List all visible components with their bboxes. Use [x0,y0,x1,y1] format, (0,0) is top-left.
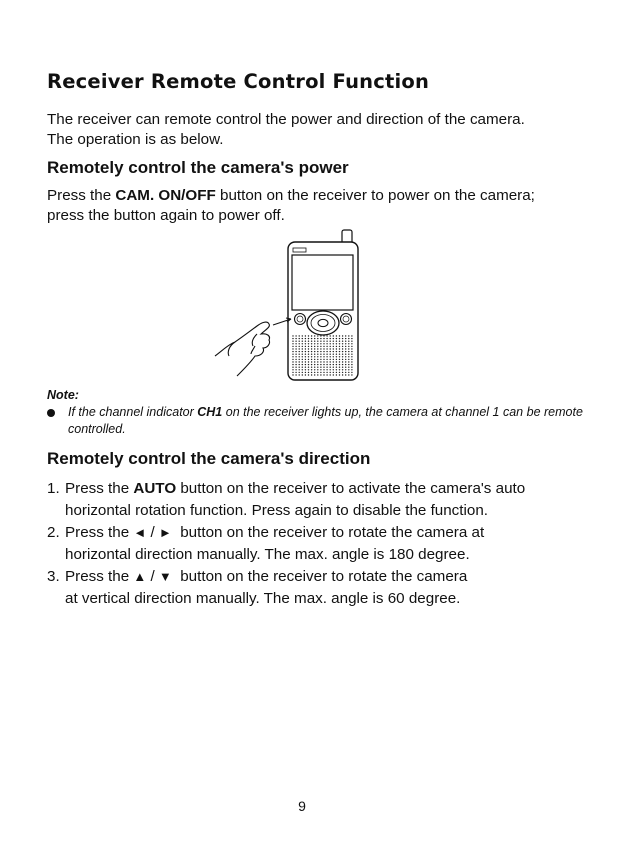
step-number: 3. [47,568,60,585]
step-continuation: at vertical direction manually. The max. angle is 60 degree. [65,590,461,607]
right-arrow-icon: ► [158,525,172,540]
intro-line-2: The operation is as below. [47,131,224,148]
note-text-start: If the channel indicator [68,405,198,419]
up-arrow-icon: ▲ [133,569,147,584]
receiver-illustration [205,226,375,386]
power-text-line-2: press the button again to power off. [47,207,285,224]
step-text: button on the receiver to rotate the camera at [171,524,485,541]
direction-steps [47,478,597,610]
symbol-separator: / [146,524,159,541]
power-text-end: button on the receiver to power on the camera; [215,187,535,204]
ch1-indicator-label: CH1 [197,405,223,419]
intro-line-1: The receiver can remote control the power and direction of the camera. [47,111,525,128]
step-2 [47,522,597,566]
step-text: Press the [65,480,134,497]
step-number: 1. [47,480,60,497]
bullet-dot [47,409,55,417]
power-text-start: Press the [47,187,116,204]
receiver-screen [292,255,353,310]
page-title: Receiver Remote Control Function [47,70,430,93]
direction-section-title: Remotely control the camera's direction [47,449,371,468]
step-continuation: horizontal rotation function. Press again to disable the function. [65,502,488,519]
cam-on-off-button [295,314,306,325]
hand-icon [215,322,270,376]
left-arrow-icon: ◄ [133,525,147,540]
right-button [341,314,352,325]
cam-on-off-label: CAM. ON/OFF [115,187,216,204]
power-section-title: Remotely control the camera's power [47,158,349,177]
step-number: 2. [47,524,60,541]
step-text: Press the [65,524,134,541]
note-text-end: on the receiver lights up, the camera at channel 1 can be remote controlled. [68,405,583,436]
intro-paragraph [47,110,525,150]
step-continuation: horizontal direction manually. The max. angle is 180 degree. [65,546,470,563]
power-instructions [47,186,535,226]
note-text [68,404,588,438]
auto-button [318,319,328,326]
step-text: button on the receiver to activate the camera's auto [176,480,526,497]
page-number: 9 [298,798,306,814]
down-arrow-icon: ▼ [158,569,172,584]
step-1 [47,478,597,522]
note-label: Note: [47,388,79,402]
auto-button-label: AUTO [133,480,177,497]
step-text: Press the [65,568,134,585]
symbol-separator: / [146,568,159,585]
indicator-marks [293,248,306,252]
step-text: button on the receiver to rotate the camera [171,568,468,585]
step-3 [47,566,597,610]
